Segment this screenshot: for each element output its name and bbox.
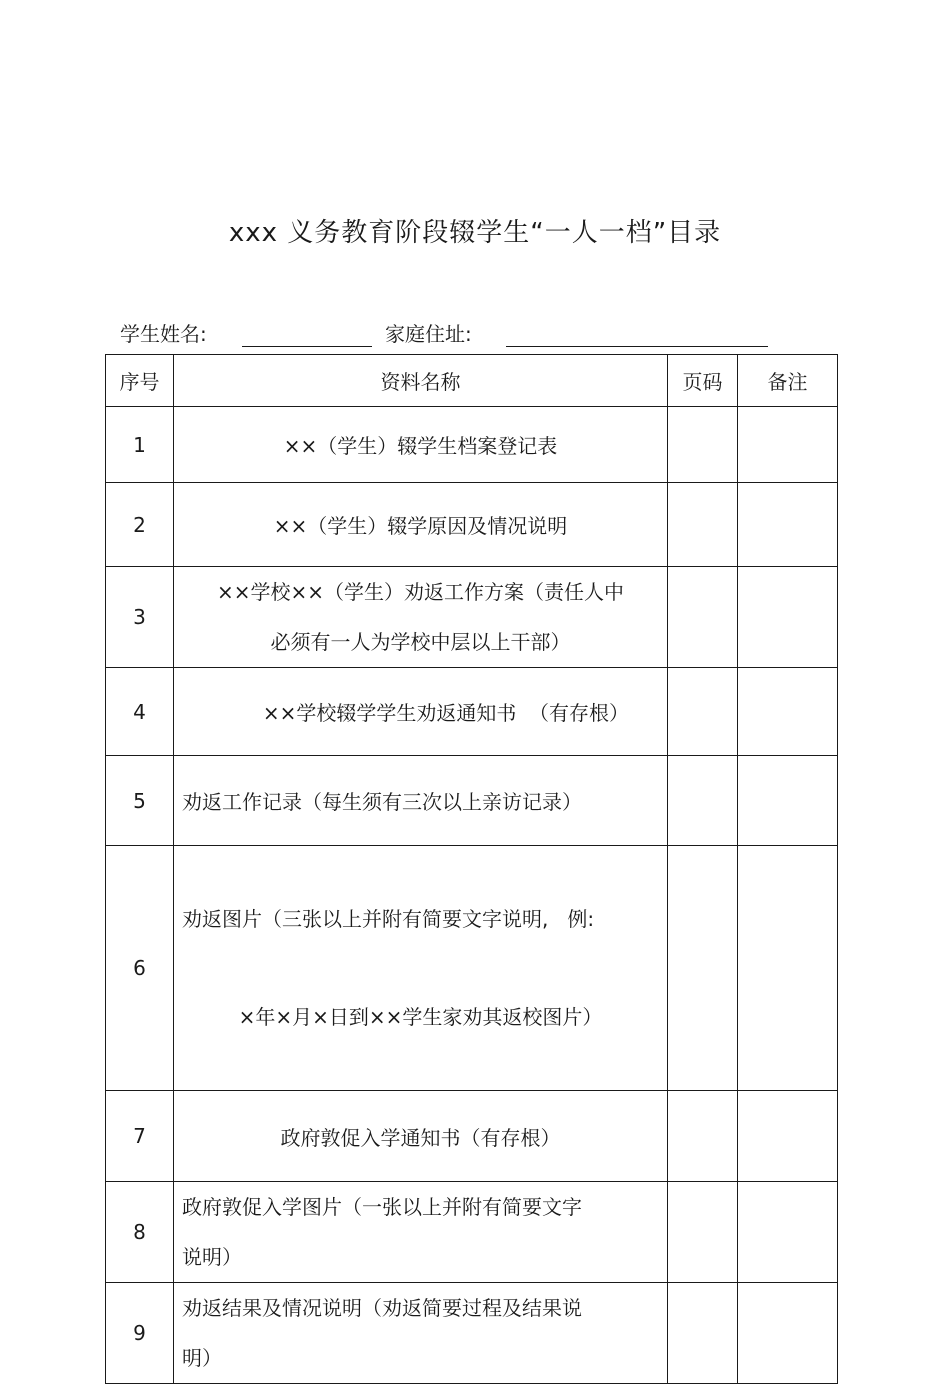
catalog-table xyxy=(105,354,838,1384)
row-number: 6 xyxy=(106,846,174,1091)
row-material-name xyxy=(174,407,668,483)
row-remarks-cell xyxy=(738,1091,838,1182)
row-material-name xyxy=(174,1091,668,1182)
row-line: ××（学生）辍学原因及情况说明 xyxy=(273,514,568,538)
table-row xyxy=(106,756,838,846)
student-name-blank xyxy=(242,346,372,347)
row-material-name xyxy=(174,668,668,756)
row-material-name xyxy=(174,483,668,567)
row-line: ××（学生）辍学生档案登记表 xyxy=(283,434,558,458)
table-row xyxy=(106,407,838,483)
table-row xyxy=(106,668,838,756)
row-line: 说明） xyxy=(182,1245,242,1269)
row-number: 2 xyxy=(106,483,174,567)
row-page-cell xyxy=(668,483,738,567)
row-page-cell xyxy=(668,668,738,756)
row-page-cell xyxy=(668,846,738,1091)
row-remarks-cell xyxy=(738,1182,838,1283)
row-remarks-cell xyxy=(738,483,838,567)
table-header-row xyxy=(106,355,838,407)
row-number: 7 xyxy=(106,1091,174,1182)
row-page-cell xyxy=(668,1283,738,1384)
row-material-name xyxy=(174,567,668,668)
table-row xyxy=(106,483,838,567)
row-remarks-cell xyxy=(738,668,838,756)
table-row xyxy=(106,567,838,668)
row-number: 5 xyxy=(106,756,174,846)
row-number: 9 xyxy=(106,1283,174,1384)
row-page-cell xyxy=(668,1091,738,1182)
row-page-cell xyxy=(668,407,738,483)
row-line: 必须有一人为学校中层以上干部） xyxy=(270,630,571,654)
row-material-name xyxy=(174,1182,668,1283)
header-material-name: 资料名称 xyxy=(174,355,668,407)
row-remarks-cell xyxy=(738,756,838,846)
home-address-label: 家庭住址: xyxy=(385,322,472,346)
row-line: 劝返工作记录（每生须有三次以上亲访记录） xyxy=(182,790,582,814)
header-no: 序号 xyxy=(106,355,174,407)
row-material-name xyxy=(174,1283,668,1384)
row-number: 1 xyxy=(106,407,174,483)
table-row xyxy=(106,1091,838,1182)
row-material-name xyxy=(174,756,668,846)
row-page-cell xyxy=(668,756,738,846)
row-page-cell xyxy=(668,567,738,668)
row-material-name xyxy=(174,846,668,1091)
row-number: 3 xyxy=(106,567,174,668)
row-number: 4 xyxy=(106,668,174,756)
row-line: ××学校××（学生）劝返工作方案（责任人中 xyxy=(216,580,625,604)
row-page-cell xyxy=(668,1182,738,1283)
home-address-blank xyxy=(506,346,768,347)
student-name-label: 学生姓名: xyxy=(120,322,207,346)
row-remarks-cell xyxy=(738,1283,838,1384)
row-remarks-cell xyxy=(738,846,838,1091)
row-line: 政府敦促入学通知书（有存根） xyxy=(280,1125,561,1150)
row-line: 劝返结果及情况说明（劝返简要过程及结果说 xyxy=(182,1296,582,1320)
row-line: 劝返图片（三张以上并附有简要文字说明, 例: xyxy=(182,907,595,931)
row-line: ××学校辍学学生劝返通知书 （有存根） xyxy=(262,701,630,725)
row-number: 8 xyxy=(106,1182,174,1283)
table-row xyxy=(106,846,838,1091)
table-row xyxy=(106,1182,838,1283)
row-line: ×年×月×日到××学生家劝其返校图片） xyxy=(238,1005,603,1029)
row-line: 明） xyxy=(182,1346,222,1370)
header-page: 页码 xyxy=(668,355,738,407)
document-title: xxx 义务教育阶段辍学生“一人一档”目录 xyxy=(228,218,722,248)
row-remarks-cell xyxy=(738,407,838,483)
row-line: 政府敦促入学图片（一张以上并附有简要文字 xyxy=(182,1195,582,1219)
row-remarks-cell xyxy=(738,567,838,668)
header-remarks: 备注 xyxy=(738,355,838,407)
table-row xyxy=(106,1283,838,1384)
